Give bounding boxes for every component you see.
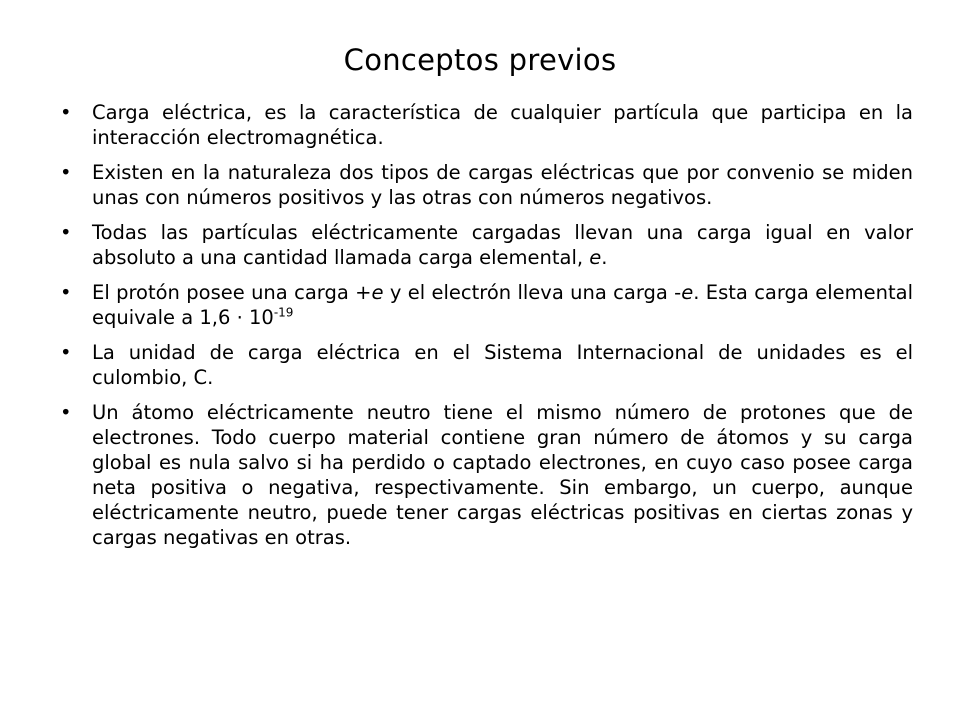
bullet-item-atomo-neutro xyxy=(60,400,913,550)
bullet-text xyxy=(92,220,913,270)
bullet-text-part: Todas las partículas eléctricamente cargadas llevan una carga igual en valor absoluto a una cantidad llamada carga elemental, xyxy=(92,221,913,269)
bullet-item-carga-elemental xyxy=(60,220,913,270)
bullet-text: Un átomo eléctricamente neutro tiene el mismo número de protones que de electrones. Todo cuerpo material contiene gran número de átomos y su carga global es nula salvo si ha perdido o captado electrones, en cuyo caso posee carga neta positiva o negativa, respectivamente. Sin embargo, un cuerpo, aunque eléctricamente neutro, puede tener cargas eléctricas positivas en ciertas zonas y cargas negativas en otras. xyxy=(92,401,913,549)
exponent: -19 xyxy=(273,305,294,320)
elemental-charge-symbol: e xyxy=(371,281,384,304)
bullet-text: Existen en la naturaleza dos tipos de cargas eléctricas que por convenio se miden unas con números positivos y las otras con números negativos. xyxy=(92,161,913,209)
bullet-text-part: . Esta carga elemental equivale a 1,6 · 10 xyxy=(92,281,913,329)
elemental-charge-symbol: e xyxy=(681,281,694,304)
bullet-text: Carga eléctrica, es la característica de cualquier partícula que participa en la interacción electromagnética. xyxy=(92,101,913,149)
slide-title: Conceptos previos xyxy=(343,43,617,77)
bullet-text: La unidad de carga eléctrica en el Sistema Internacional de unidades es el culombio, C. xyxy=(92,341,913,389)
bullet-dot-icon: • xyxy=(60,281,72,304)
bullet-item-unidad-carga xyxy=(60,340,913,390)
bullet-dot-icon: • xyxy=(60,221,72,244)
elemental-charge-symbol: e xyxy=(589,246,602,269)
bullet-dot-icon: • xyxy=(60,101,72,124)
bullet-text-part: y el electrón lleva una carga - xyxy=(383,281,682,304)
bullet-dot-icon: • xyxy=(60,341,72,364)
bullet-text-part: . xyxy=(601,246,608,269)
bullet-text-part: El protón posee una carga + xyxy=(92,281,372,304)
bullet-item-tipos-de-carga xyxy=(60,160,913,210)
bullet-text xyxy=(92,280,913,330)
bullet-dot-icon: • xyxy=(60,161,72,184)
bullet-list xyxy=(60,100,913,560)
bullet-item-proton-electron xyxy=(60,280,913,330)
bullet-item-carga-electrica xyxy=(60,100,913,150)
bullet-dot-icon: • xyxy=(60,401,72,424)
